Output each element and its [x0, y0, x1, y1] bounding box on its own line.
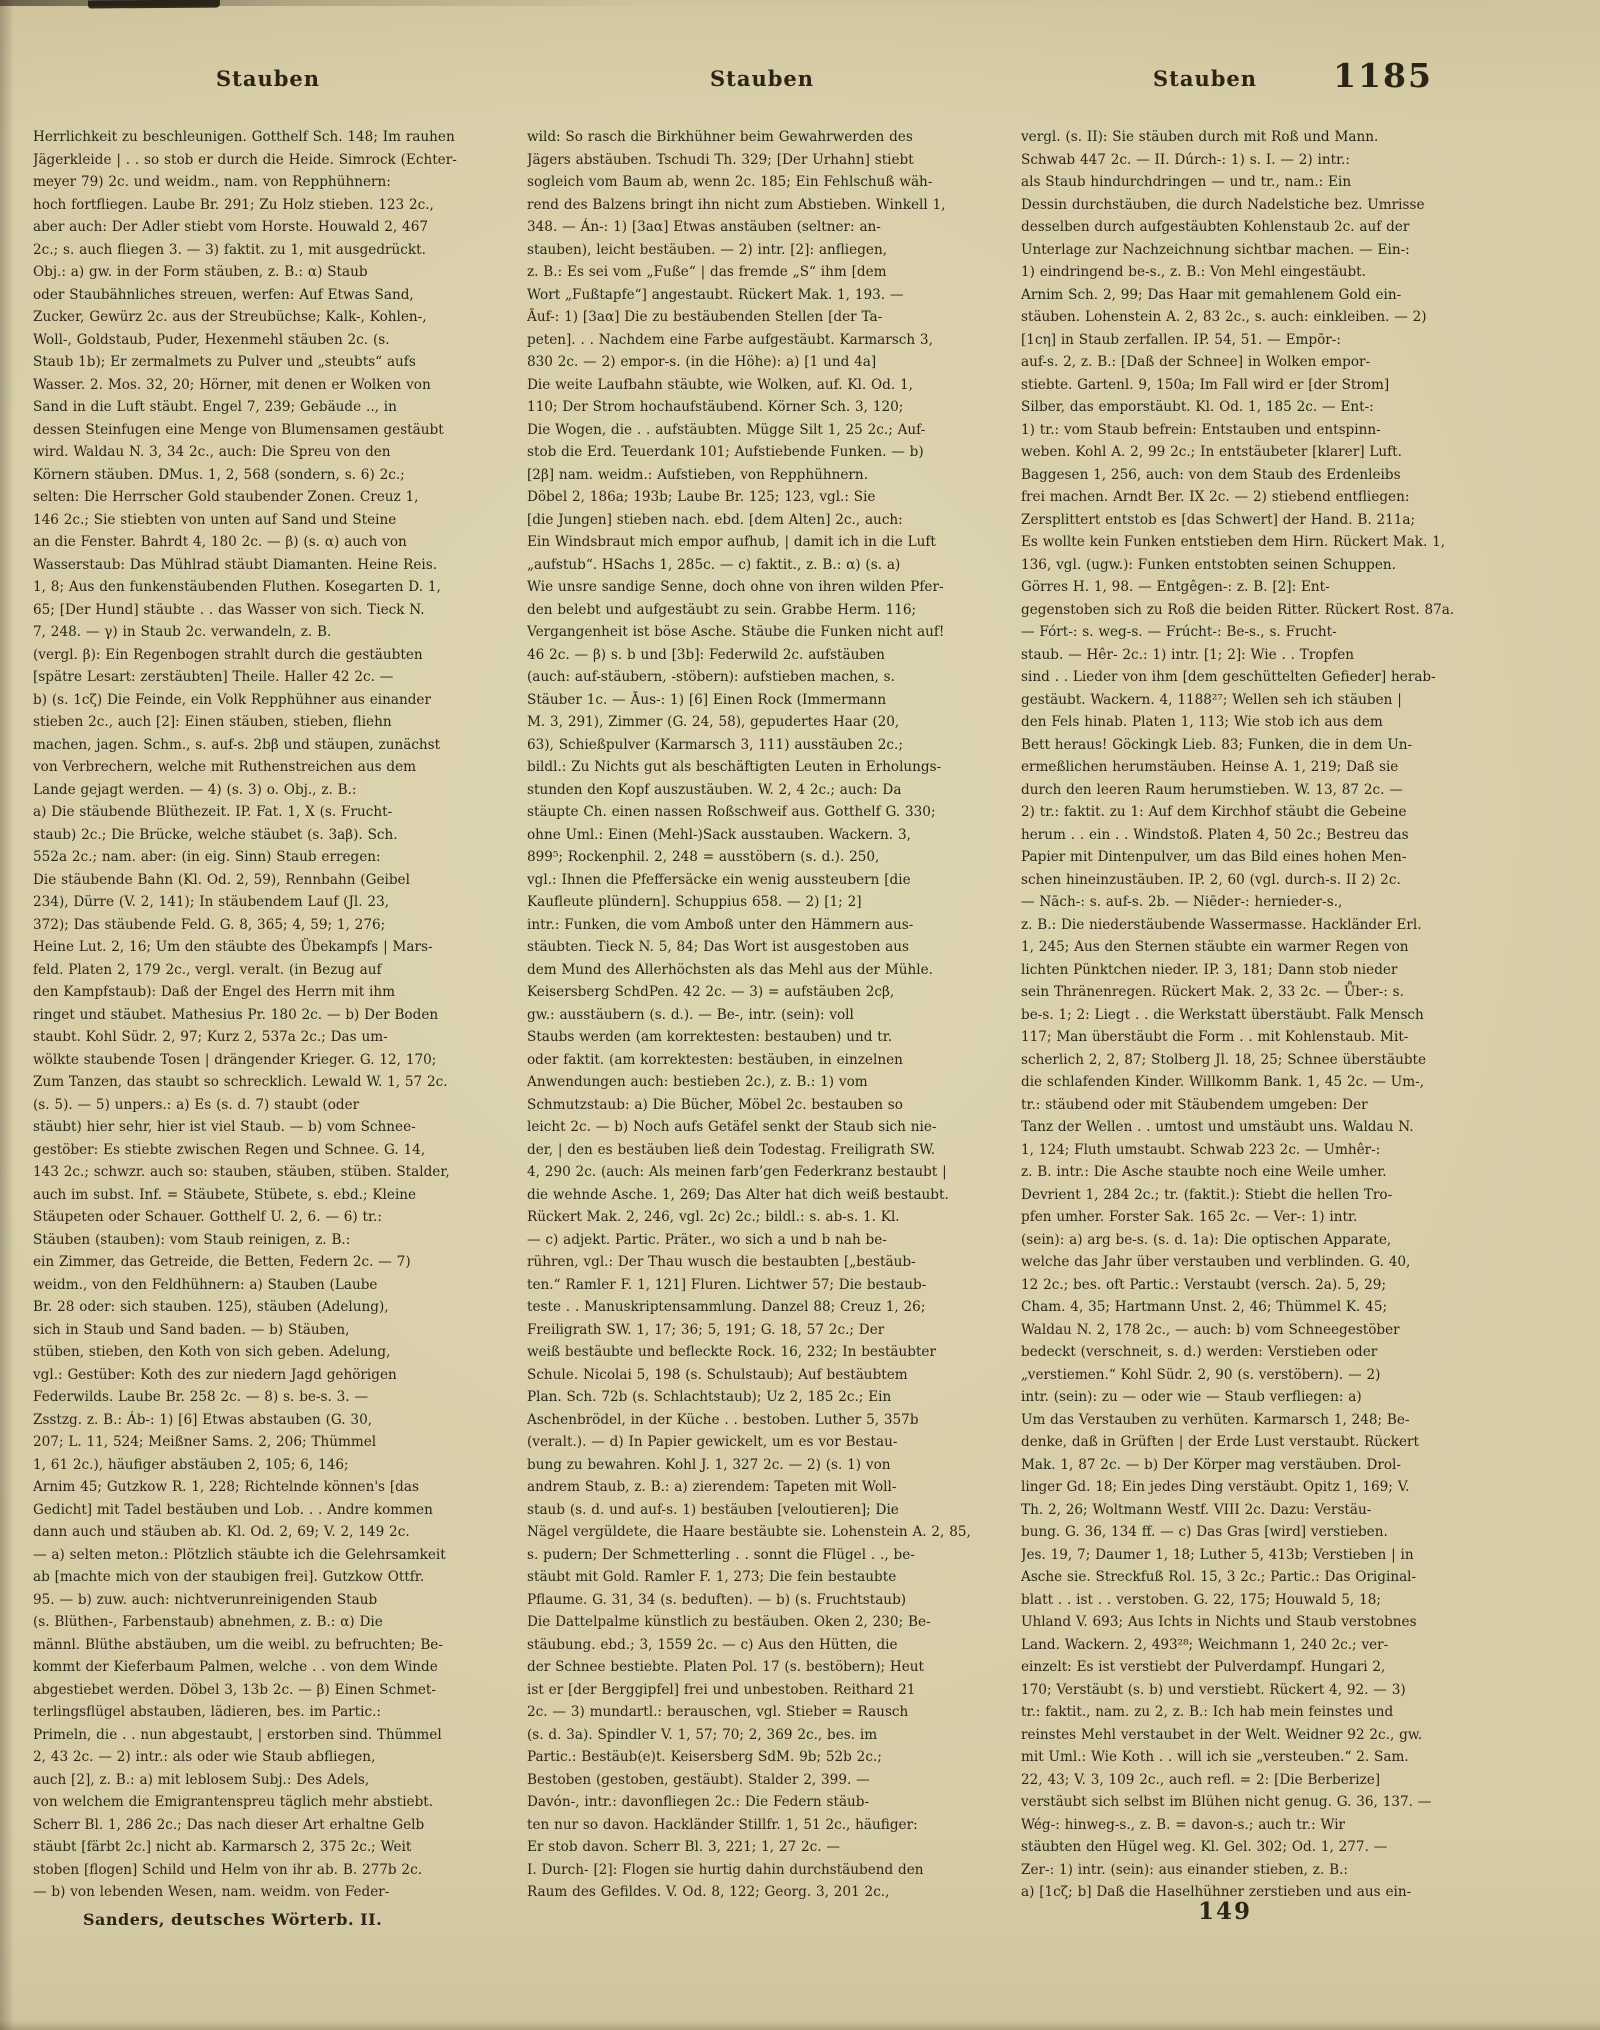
text-line: Zucker, Gewürz 2c. aus der Streubüchse; Kalk-, Kohlen-, — [33, 309, 427, 325]
text-line: Görres H. 1, 98. — Entgêgen-: z. B. [2]: Ent- — [1021, 579, 1330, 595]
text-line: bildl.: Zu Nichts gut als beschäftigten Leuten in Erholungs- — [527, 759, 942, 775]
text-line: gegenstoben sich zu Roß die beiden Ritter. Rückert Rost. 87a. — [1021, 601, 1455, 618]
text-line: stäubung. ebd.; 3, 1559 2c. — c) Aus den Hütten, die — [527, 1636, 898, 1653]
text-line: „verstiemen.“ Kohl Südr. 2, 90 (s. verstöbern). — 2) — [1021, 1366, 1381, 1383]
text-line: bedeckt (verschneit, s. d.) werden: Verstieben oder — [1021, 1344, 1378, 1360]
text-line: ermeßlichen herumstäuben. Heinse A. 1, 219; Daß sie — [1021, 759, 1399, 775]
text-line: „aufstub“. HSachs 1, 285c. — c) faktit., z. B.: α) (s. a) — [527, 556, 901, 573]
text-line: weben. Kohl A. 2, 99 2c.; In entstäubeter [klarer] Luft. — [1021, 444, 1402, 460]
text-line: (s. Blüthen-, Farbenstaub) abnehmen, z. B.: α) Die — [33, 1614, 383, 1630]
text-line: Bestoben (gestoben, gestäubt). Stalder 2, 399. — — [527, 1771, 870, 1788]
text-line: Körnern stäuben. DMus. 1, 2, 568 (sondern, s. 6) 2c.; — [33, 466, 405, 483]
text-line: auch im subst. Inf. = Stäubete, Stübete, s. ebd.; Kleine — [33, 1186, 417, 1203]
text-line: männl. Blüthe abstäuben, um die weibl. zu befruchten; Be- — [33, 1636, 443, 1653]
text-line: Jes. 19, 7; Daumer 1, 18; Luther 5, 413b; Verstieben | in — [1021, 1546, 1414, 1563]
text-line: 7, 248. — γ) in Staub 2c. verwandeln, z. B. — [33, 624, 332, 640]
text-line: z. B.: Die niederstäubende Wassermasse. Hackländer Erl. — [1021, 916, 1422, 933]
text-line: a) [1cζ; b] Daß die Haselhühner zerstieben und aus ein- — [1021, 1884, 1412, 1900]
text-line: wild: So rasch die Birkhühner beim Gewahrwerden des — [527, 129, 913, 145]
text-columns — [33, 126, 1495, 1904]
text-line: als Staub hindurchdringen — und tr., nam.: Ein — [1021, 174, 1352, 190]
text-line: 1, 245; Aus den Sternen stäubte ein warmer Regen von — [1021, 939, 1409, 955]
running-title-left: Stauben — [215, 66, 321, 91]
scan-smudge-artifact — [88, 0, 220, 8]
text-line: 234), Dürre (V. 2, 141); In stäubendem Lauf (Jl. 23, — [33, 894, 390, 910]
text-line: Uhland V. 693; Aus Ichts in Nichts und Staub verstobnes — [1021, 1614, 1417, 1630]
text-line: Die Wogen, die . . aufstäubten. Mügge Silt 1, 25 2c.; Auf- — [527, 421, 926, 438]
text-line: Davón-, intr.: davonfliegen 2c.: Die Federn stäub- — [527, 1794, 870, 1810]
text-line: Wort „Fußtapfe“] angestaubt. Rückert Mak. 1, 193. — — [527, 286, 904, 303]
text-line: 146 2c.; Sie stiebten von unten auf Sand und Steine — [33, 511, 397, 528]
text-line: Er stob davon. Scherr Bl. 3, 221; 1, 27 2c. — — [527, 1839, 841, 1855]
text-line: Obj.: a) gw. in der Form stäuben, z. B.: α) Staub — [33, 264, 368, 280]
text-line: [1cη] in Staub zerfallen. IP. 54, 51. — Empōr-: — [1021, 331, 1341, 348]
text-line: 1, 61 2c.), häufiger abstäuben 2, 105; 6, 146; — [33, 1456, 349, 1473]
text-line: Um das Verstauben zu verhüten. Karmarsch 1, 248; Be- — [1021, 1411, 1410, 1428]
text-line: Arnim Sch. 2, 99; Das Haar mit gemahlenem Gold ein- — [1021, 286, 1402, 303]
text-line: Zer-: 1) intr. (sein): aus einander stieben, z. B.: — [1021, 1861, 1348, 1878]
running-title-right: Stauben — [1152, 66, 1258, 91]
text-line: b) (s. 1cζ) Die Feinde, ein Volk Repphühner aus einander — [33, 691, 431, 708]
text-line: intr. (sein): zu — oder wie — Staub verfliegen: a) — [1021, 1389, 1362, 1405]
text-line: auch [2], z. B.: a) mit leblosem Subj.: Des Adels, — [33, 1771, 370, 1788]
text-line: [die Jungen] stieben nach. ebd. [dem Alten] 2c., auch: — [527, 511, 903, 528]
text-line: Wég-: hinweg-s., z. B. = davon-s.; auch tr.: Wir — [1021, 1816, 1346, 1833]
text-line: Baggesen 1, 256, auch: von dem Staub des Erdenleibs — [1021, 466, 1401, 483]
text-line: ten nur so davon. Hackländer Stillfr. 1, 51 2c., häufiger: — [527, 1816, 918, 1833]
text-line: gestöber: Es stiebte zwischen Regen und Schnee. G. 14, — [33, 1141, 426, 1158]
text-line: Primeln, die . . nun abgestaubt, | erstorben sind. Thümmel — [33, 1726, 442, 1743]
text-line: Stäupeten oder Schauer. Gotthelf U. 2, 6. — 6) tr.: — [33, 1209, 382, 1225]
text-line: Waldau N. 2, 178 2c., — auch: b) vom Schneegestöber — [1021, 1321, 1400, 1338]
text-line: Br. 28 oder: sich stauben. 125), stäuben (Adelung), — [33, 1299, 389, 1315]
text-line: gestäubt. Wackern. 4, 1188²⁷; Wellen seh ich stäuben | — [1021, 691, 1402, 708]
text-line: Wie unsre sandige Senne, doch ohne von ihren wilden Pfer- — [527, 579, 944, 595]
text-line: terlingsflügel abstauben, lädieren, bes. im Partic.: — [33, 1704, 381, 1720]
text-line: aber auch: Der Adler stiebt vom Horste. Houwald 2, 467 — [33, 219, 428, 235]
text-line: 372); Das stäubende Feld. G. 8, 365; 4, 59; 1, 276; — [33, 916, 386, 933]
text-line: (auch: auf-stäubern, -stöbern): aufstieben machen, s. — [527, 669, 895, 685]
text-line: Silber, das emporstäubt. Kl. Od. 1, 185 2c. — Ent-: — [1021, 399, 1374, 415]
text-line: 830 2c. — 2) empor-s. (in die Höhe): a) [1 und 4a] — [527, 354, 877, 370]
text-line: staubt. Kohl Südr. 2, 97; Kurz 2, 537a 2c.; Das um- — [33, 1029, 388, 1045]
text-line: weiß bestäubte und befleckte Rock. 16, 232; In bestäubter — [527, 1344, 936, 1360]
text-line: staub) 2c.; Die Brücke, welche stäubet (s. 3aβ). Sch. — [33, 826, 398, 843]
text-line: Gedicht] mit Tadel bestäuben und Lob. . . Andre kommen — [33, 1501, 433, 1518]
text-line: stob die Erd. Teuerdank 101; Aufstiebende Funken. — b) — [527, 444, 924, 460]
text-line: Schwab 447 2c. — II. Dúrch-: 1) s. I. — 2) intr.: — [1021, 151, 1350, 168]
text-line: Staub 1b); Er zermalmets zu Pulver und „steubts“ aufs — [33, 354, 416, 370]
text-column-1 — [33, 126, 504, 1904]
text-line: [2β] nam. weidm.: Aufstieben, von Repphühnern. — [527, 466, 869, 483]
text-line: Zum Tanzen, das staubt so schrecklich. Lewald W. 1, 57 2c. — [33, 1074, 448, 1090]
text-line: Schmutzstaub: a) Die Bücher, Möbel 2c. bestauben so — [527, 1096, 903, 1113]
text-line: 2c. — 3) mundartl.: berauschen, vgl. Stieber = Rausch — [527, 1704, 909, 1720]
text-line: Die stäubende Bahn (Kl. Od. 2, 59), Rennbahn (Geibel — [33, 871, 410, 888]
text-line: rühren, vgl.: Der Thau wusch die bestaubten [„bestäub- — [527, 1254, 916, 1270]
text-line: ist er [der Berggipfel] frei und unbestoben. Reithard 21 — [527, 1681, 916, 1698]
text-line: stäupte Ch. einen nassen Roßschweif aus. Gotthelf G. 330; — [527, 804, 936, 820]
text-line: Die Dattelpalme künstlich zu bestäuben. Oken 2, 230; Be- — [527, 1614, 931, 1630]
text-line: Herrlichkeit zu beschleunigen. Gotthelf Sch. 148; Im rauhen — [33, 129, 455, 145]
text-line: Kaufleute plündern]. Schuppius 658. — 2) [1; 2] — [527, 894, 862, 910]
text-line: Nägel vergüldete, die Haare bestäubte sie. Lohenstein A. 2, 85, — [527, 1524, 971, 1540]
text-line: reinstes Mehl verstaubet in der Welt. Weidner 92 2c., gw. — [1021, 1726, 1423, 1743]
text-line: Devrient 1, 284 2c.; tr. (faktit.): Stiebt die hellen Tro- — [1021, 1186, 1393, 1203]
text-line: Woll-, Goldstaub, Puder, Hexenmehl stäuben 2c. (s. — [33, 331, 390, 348]
text-line: oder Staubähnliches streuen, werfen: Auf Etwas Sand, — [33, 286, 414, 303]
text-line: 143 2c.; schwzr. auch so: stauben, stäuben, stüben. Stalder, — [33, 1164, 450, 1180]
text-line: 4, 290 2c. (auch: Als meinen farb’gen Federkranz bestaubt | — [527, 1164, 947, 1180]
text-line: Sand in die Luft stäubt. Engel 7, 239; Gebäude .., in — [33, 399, 397, 415]
text-line: stunden den Kopf auszustäuben. W. 2, 4 2c.; auch: Da — [527, 781, 902, 798]
text-line: 65; [Der Hund] stäubte . . das Wasser von sich. Tieck N. — [33, 601, 425, 618]
text-line: Partic.: Bestäub(e)t. Keisersberg SdM. 9b; 52b 2c.; — [527, 1749, 882, 1765]
text-line: den belebt und aufgestäubt zu sein. Grabbe Herm. 116; — [527, 601, 917, 618]
text-line: der Schnee bestiebte. Platen Pol. 17 (s. bestöbern); Heut — [527, 1659, 925, 1675]
text-line: Schule. Nicolai 5, 198 (s. Schulstaub); Auf bestäubtem — [527, 1366, 908, 1383]
text-line: Staubs werden (am korrektesten: bestauben) und tr. — [527, 1029, 893, 1045]
text-line: 170; Verstäubt (s. b) und verstiebt. Rückert 4, 92. — 3) — [1021, 1681, 1406, 1698]
text-line: Asche sie. Streckfuß Rol. 15, 3 2c.; Partic.: Das Original- — [1021, 1569, 1417, 1585]
printer-signature: Sanders, deutsches Wörterb. II. — [83, 1910, 383, 1929]
text-line: stauben), leicht bestäuben. — 2) intr. [2]: anfliegen, — [527, 241, 888, 258]
text-line: Jägerkleide | . . so stob er durch die Heide. Simrock (Echter- — [33, 151, 457, 168]
text-line: 1, 124; Fluth umstaubt. Schwab 223 2c. — Umhêr-: — [1021, 1141, 1381, 1158]
text-line: Mak. 1, 87 2c. — b) Der Körper mag verstäuben. Drol- — [1021, 1456, 1401, 1473]
text-line: Döbel 2, 186a; 193b; Laube Br. 125; 123, vgl.: Sie — [527, 489, 876, 505]
text-line: s. pudern; Der Schmetterling . . sonnt die Flügel . ., be- — [527, 1546, 915, 1563]
scan-edge-top — [0, 0, 1600, 6]
text-line: Lande gejagt werden. — 4) (s. 3) o. Obj., z. B.: — [33, 781, 357, 798]
text-line: weidm., von den Feldhühnern: a) Stauben (Laube — [33, 1276, 378, 1293]
text-line: — c) adjekt. Partic. Präter., wo sich a und b nah be- — [527, 1231, 887, 1248]
text-line: sich in Staub und Sand baden. — b) Stäuben, — [33, 1321, 350, 1338]
text-line: Land. Wackern. 2, 493²⁸; Weichmann 1, 240 2c.; ver- — [1021, 1636, 1389, 1653]
text-line: Zsstzg. z. B.: Áb-: 1) [6] Etwas abstauben (G. 30, — [33, 1411, 373, 1428]
text-line: (s. 5). — 5) unpers.: a) Es (s. d. 7) staubt (oder — [33, 1096, 360, 1113]
text-line: ab [machte mich von der staubigen frei]. Gutzkow Ottfr. — [33, 1569, 425, 1585]
text-line: tr.: faktit., nam. zu 2, z. B.: Ich hab mein feinstes und — [1021, 1704, 1394, 1720]
text-line: an die Fenster. Bahrdt 4, 180 2c. — β) (s. α) auch von — [33, 534, 407, 550]
text-line: vgl.: Ihnen die Pfeffersäcke ein wenig aussteubern [die — [527, 871, 911, 888]
text-line: pfen umher. Forster Sak. 165 2c. — Ver-: 1) intr. — [1021, 1209, 1358, 1225]
text-line: einzelt: Es ist verstiebt der Pulverdampf. Hungari 2, — [1021, 1659, 1386, 1675]
text-line: stieben 2c., auch [2]: Einen stäuben, stieben, fliehn — [33, 714, 392, 730]
text-line: a) Die stäubende Blüthezeit. IP. Fat. 1, X (s. Frucht- — [33, 804, 393, 820]
text-line: 1) tr.: vom Staub befrein: Entstauben und entspinn- — [1021, 421, 1381, 438]
text-line: Freiligrath SW. 1, 17; 36; 5, 191; G. 18, 57 2c.; Der — [527, 1321, 885, 1338]
text-line: stüben, stieben, den Koth von sich geben. Adelung, — [33, 1344, 391, 1360]
text-line: frei machen. Arndt Ber. IX 2c. — 2) stiebend entfliegen: — [1021, 489, 1410, 505]
text-line: bung zu bewahren. Kohl J. 1, 327 2c. — 2) (s. 1) von — [527, 1456, 891, 1473]
text-line: verstäubt sich selbst im Blühen nicht genug. G. 36, 137. — — [1021, 1794, 1432, 1810]
text-line: linger Gd. 18; Ein jedes Ding verstäubt. Opitz 1, 169; V. — [1021, 1479, 1410, 1495]
text-line: den Kampfstaub): Daß der Engel des Herrn mit ihm — [33, 984, 396, 1000]
sheet-signature-number: 149 — [1197, 1898, 1253, 1925]
text-column-2 — [527, 126, 998, 1904]
text-line: vgl.: Gestüber: Koth des zur niedern Jagd gehörigen — [33, 1366, 397, 1383]
text-line: peten]. . . Nachdem eine Farbe aufgestäubt. Karmarsch 3, — [527, 331, 933, 348]
text-line: Unterlage zur Nachzeichnung sichtbar machen. — Ein-: — [1021, 241, 1410, 258]
text-line: Cham. 4, 35; Hartmann Unst. 2, 46; Thümmel K. 45; — [1021, 1299, 1388, 1315]
text-column-3 — [1021, 126, 1492, 1904]
text-line: — b) von lebenden Wesen, nam. weidm. von Feder- — [33, 1884, 390, 1900]
text-line: stäuben. Lohenstein A. 2, 83 2c., s. auch: einkleiben. — 2) — [1021, 309, 1427, 325]
text-line: Scherr Bl. 1, 286 2c.; Das nach dieser Art erhaltne Gelb — [33, 1816, 425, 1833]
text-line: Papier mit Dintenpulver, um das Bild eines hohen Men- — [1021, 849, 1407, 865]
text-line: ringet und stäubet. Mathesius Pr. 180 2c. — b) Der Boden — [33, 1006, 439, 1023]
text-line: (veralt.). — d) In Papier gewickelt, um es vor Bestau- — [527, 1434, 898, 1450]
text-line: ohne Uml.: Einen (Mehl-)Sack ausstauben. Wackern. 3, — [527, 826, 911, 843]
text-line: kommt der Kieferbaum Palmen, welche . . von dem Winde — [33, 1659, 438, 1675]
text-line: stäubt [färbt 2c.] nicht ab. Karmarsch 2, 375 2c.; Weit — [33, 1839, 412, 1855]
text-line: 1, 8; Aus den funkenstäubenden Fluthen. Kosegarten D. 1, — [33, 579, 441, 595]
text-line: Raum des Gefildes. V. Od. 8, 122; Georg. 3, 201 2c., — [527, 1884, 890, 1900]
text-line: auf-s. 2, z. B.: [Daß der Schnee] in Wolken empor- — [1021, 354, 1371, 370]
text-line: intr.: Funken, die vom Amboß unter den Hämmern aus- — [527, 916, 914, 933]
text-line: Th. 2, 26; Woltmann Westf. VIII 2c. Dazu: Verstäu- — [1021, 1501, 1372, 1518]
scan-edge-left — [0, 0, 14, 2030]
text-line: Rückert Mak. 2, 246, vgl. 2c) 2c.; bildl.: s. ab-s. 1. Kl. — [527, 1209, 900, 1225]
text-line: Arnim 45; Gutzkow R. 1, 228; Richtelnde können's [das — [33, 1479, 419, 1495]
text-line: von Verbrechern, welche mit Ruthenstreichen aus dem — [33, 759, 417, 775]
text-line: Heine Lut. 2, 16; Um den stäubte des Übekampfs | Mars- — [33, 939, 433, 955]
text-line: Keisersberg SchdPen. 42 2c. — 3) = aufstäuben 2cβ, — [527, 984, 895, 1000]
text-line: vergl. (s. II): Sie stäuben durch mit Roß und Mann. — [1021, 129, 1379, 145]
text-line: z. B. intr.: Die Asche staubte noch eine Weile umher. — [1021, 1164, 1387, 1180]
text-line: denke, daß in Grüften | der Erde Lust verstaubt. Rückert — [1021, 1434, 1419, 1450]
text-line: welche das Jahr über verstauben und verblinden. G. 40, — [1021, 1254, 1411, 1270]
text-line: 899⁵; Rockenphil. 2, 248 = ausstöbern (s. d.). 250, — [527, 849, 880, 865]
text-line: — a) selten meton.: Plötzlich stäubte ich die Gelehrsamkeit — [33, 1546, 446, 1563]
text-line: 117; Man überstäubt die Form . . mit Kohlenstaub. Mit- — [1021, 1029, 1409, 1045]
text-line: Federwilds. Laube Br. 258 2c. — 8) s. be-s. 3. — — [33, 1389, 369, 1405]
text-line: hoch fortfliegen. Laube Br. 291; Zu Holz stieben. 123 2c., — [33, 196, 434, 213]
text-line: selten: Die Herrscher Gold staubender Zonen. Creuz 1, — [33, 489, 419, 505]
text-line: durch den leeren Raum herumstieben. W. 13, 87 2c. — — [1021, 781, 1403, 798]
text-line: herum . . ein . . Windstoß. Platen 4, 50 2c.; Bestreu das — [1021, 826, 1409, 843]
text-line: andrem Staub, z. B.: a) zierendem: Tapeten mit Woll- — [527, 1479, 897, 1495]
page-number: 1185 — [1333, 56, 1433, 95]
text-line: mit Uml.: Wie Koth . . will ich sie „versteuben.“ 2. Sam. — [1021, 1749, 1409, 1765]
text-line: Wasser. 2. Mos. 32, 20; Hörner, mit denen er Wolken von — [33, 376, 431, 393]
text-line: stiebte. Gartenl. 9, 150a; Im Fall wird er [der Strom] — [1021, 376, 1390, 393]
text-line: 2c.; s. auch fliegen 3. — 3) faktit. zu 1, mit ausgedrückt. — [33, 241, 426, 258]
text-line: sogleich vom Baum ab, wenn 2c. 185; Ein Fehlschuß wäh- — [527, 174, 933, 190]
text-line: (sein): a) arg be-s. (s. d. 1a): Die optischen Apparate, — [1021, 1231, 1392, 1248]
text-line: (s. d. 3a). Spindler V. 1, 57; 70; 2, 369 2c., bes. im — [527, 1726, 878, 1743]
text-line: Tanz der Wellen . . umtost und umstäubt uns. Waldau N. — [1021, 1119, 1414, 1135]
text-line: [spätre Lesart: zerstäubten] Theile. Haller 42 2c. — — [33, 669, 394, 685]
text-line: stoben [flogen] Schild und Helm von ihr ab. B. 277b 2c. — [33, 1861, 423, 1878]
text-line: ein Zimmer, das Getreide, die Betten, Federn 2c. — 7) — [33, 1254, 411, 1270]
text-line: 22, 43; V. 3, 109 2c., auch refl. = 2: [Die Berberize] — [1021, 1771, 1381, 1788]
text-line: dessen Steinfugen eine Menge von Blumensamen gestäubt — [33, 421, 444, 438]
text-line: stäubten den Hügel weg. Kl. Gel. 302; Od. 1, 277. — — [1021, 1839, 1388, 1855]
text-line: — Nāch-: s. auf-s. 2b. — Niēder-: hernieder-s., — [1021, 894, 1343, 910]
text-line: blatt . . ist . . verstoben. G. 22, 175; Houwald 5, 18; — [1021, 1591, 1381, 1608]
text-line: ten.“ Ramler F. 1, 121] Fluren. Lichtwer 57; Die bestaub- — [527, 1276, 927, 1293]
running-title-center: Stauben — [709, 66, 815, 91]
text-line: tr.: stäubend oder mit Stäubendem umgeben: Der — [1021, 1096, 1368, 1113]
text-line: Vergangenheit ist böse Asche. Stäube die Funken nicht auf! — [527, 624, 945, 640]
text-line: Aschenbrödel, in der Küche . . bestoben. Luther 5, 357b — [527, 1411, 919, 1428]
text-line: Stäuber 1c. — Āus-: 1) [6] Einen Rock (Immermann — [527, 691, 887, 708]
text-line: 207; L. 11, 524; Meißner Sams. 2, 206; Thümmel — [33, 1434, 377, 1450]
text-line: stäubt mit Gold. Ramler F. 1, 273; Die fein bestaubte — [527, 1569, 897, 1585]
text-line: teste . . Manuskriptensammlung. Danzel 88; Creuz 1, 26; — [527, 1299, 926, 1315]
text-line: be-s. 1; 2: Liegt . . die Werkstatt überstäubt. Falk Mensch — [1021, 1006, 1424, 1023]
text-line: 1) eindringend be-s., z. B.: Von Mehl eingestäubt. — [1021, 264, 1366, 280]
text-line: abgestiebet werden. Döbel 3, 13b 2c. — β) Einen Schmet- — [33, 1681, 436, 1698]
scan-edge-bottom — [0, 2020, 1600, 2030]
text-line: Āuf-: 1) [3aα] Die zu bestäubenden Stellen [der Ta- — [527, 309, 883, 325]
text-line: Ein Windsbraut mich empor aufhub, | damit ich in die Luft — [527, 534, 936, 550]
text-line: sein Thränenregen. Rückert Mak. 2, 33 2c. — Ǖber-: s. — [1021, 984, 1404, 1000]
text-line: desselben durch aufgestäubten Kohlenstaub 2c. auf der — [1021, 219, 1410, 235]
text-line: z. B.: Es sei vom „Fuße“ | das fremde „S“ ihm [dem — [527, 264, 887, 280]
text-line: dann auch und stäuben ab. Kl. Od. 2, 69; V. 2, 149 2c. — [33, 1524, 410, 1540]
text-line: (vergl. β): Ein Regenbogen strahlt durch die gestäubten — [33, 646, 423, 663]
text-line: staub. — Hêr- 2c.: 1) intr. [1; 2]: Wie . . Tropfen — [1021, 646, 1355, 663]
text-line: 2, 43 2c. — 2) intr.: als oder wie Staub abfliegen, — [33, 1749, 376, 1765]
text-line: wird. Waldau N. 3, 34 2c., auch: Die Spreu von den — [33, 444, 391, 460]
text-line: Bett heraus! Göckingk Lieb. 83; Funken, die in dem Un- — [1021, 736, 1413, 753]
text-line: stäubt) hier sehr, hier ist viel Staub. — b) vom Schnee- — [33, 1119, 416, 1135]
text-line: Pflaume. G. 31, 34 (s. beduften). — b) (s. Fruchtstaub) — [527, 1591, 907, 1608]
text-line: rend des Balzens bringt ihn nicht zum Abstieben. Winkell 1, — [527, 196, 946, 213]
text-line: 46 2c. — β) s. b und [3b]: Federwild 2c. aufstäuben — [527, 646, 885, 663]
text-line: die wehnde Asche. 1, 269; Das Alter hat dich weiß bestaubt. — [527, 1186, 949, 1203]
text-line: den Fels hinab. Platen 1, 113; Wie stob ich aus dem — [1021, 714, 1383, 730]
text-line: 95. — b) zuw. auch: nichtverunreinigenden Staub — [33, 1591, 378, 1608]
text-line: bung. G. 36, 134 ff. — c) Das Gras [wird] verstieben. — [1021, 1524, 1388, 1540]
text-line: staub (s. d. und auf-s. 1) bestäuben [veloutieren]; Die — [527, 1501, 899, 1518]
text-line: — Fórt-: s. weg-s. — Frúcht-: Be-s., s. Frucht- — [1021, 624, 1337, 640]
text-line: lichten Pünktchen nieder. IP. 3, 181; Dann stob nieder — [1021, 961, 1398, 978]
text-line: I. Durch- [2]: Flogen sie hurtig dahin durchstäubend den — [527, 1861, 924, 1878]
text-line: dem Mund des Allerhöchsten als das Mehl aus der Mühle. — [527, 961, 933, 978]
text-line: oder faktit. (am korrektesten: bestäuben, in einzelnen — [527, 1051, 903, 1068]
text-line: Die weite Laufbahn stäubte, wie Wolken, auf. Kl. Od. 1, — [527, 376, 913, 393]
text-line: der, | den es bestäuben ließ dein Todestag. Freiligrath SW. — [527, 1141, 936, 1158]
text-line: Zersplittert entstob es [das Schwert] der Hand. B. 211a; — [1021, 511, 1416, 528]
text-line: 2) tr.: faktit. zu 1: Auf dem Kirchhof stäubt die Gebeine — [1021, 804, 1407, 820]
text-line: Jägers abstäuben. Tschudi Th. 329; [Der Urhahn] stiebt — [527, 151, 914, 168]
text-line: M. 3, 291), Zimmer (G. 24, 58), gepudertes Haar (20, — [527, 714, 900, 730]
text-line: feld. Platen 2, 179 2c., vergl. veralt. (in Bezug auf — [33, 961, 382, 978]
text-line: Anwendungen auch: bestieben 2c.), z. B.: 1) vom — [527, 1074, 868, 1090]
text-line: 110; Der Strom hochaufstäubend. Körner Sch. 3, 120; — [527, 399, 904, 415]
text-line: wölkte staubende Tosen | drängender Krieger. G. 12, 170; — [33, 1051, 437, 1068]
text-line: Stäuben (stauben): vom Staub reinigen, z. B.: — [33, 1231, 351, 1248]
text-line: Plan. Sch. 72b (s. Schlachtstaub); Uz 2, 185 2c.; Ein — [527, 1389, 892, 1405]
text-line: von welchem die Emigrantenspreu täglich mehr abstiebt. — [33, 1794, 434, 1810]
text-line: schen hineinzustäuben. IP. 2, 60 (vgl. durch-s. II 2) 2c. — [1021, 871, 1401, 888]
text-line: meyer 79) 2c. und weidm., nam. von Repphühnern: — [33, 174, 391, 190]
text-line: die schlafenden Kinder. Willkomm Bank. 1, 45 2c. — Um-, — [1021, 1074, 1425, 1090]
text-line: 552a 2c.; nam. aber: (in eig. Sinn) Staub erregen: — [33, 849, 381, 865]
text-line: scherlich 2, 2, 87; Stolberg Jl. 18, 25; Schnee überstäubte — [1021, 1051, 1427, 1068]
text-line: machen, jagen. Schm., s. auf-s. 2bβ und stäupen, zunächst — [33, 736, 441, 753]
text-line: 63), Schießpulver (Karmarsch 3, 111) ausstäuben 2c.; — [527, 736, 903, 753]
text-line: 136, vgl. (ugw.): Funken entstobten seinen Schuppen. — [1021, 556, 1396, 573]
text-line: 12 2c.; bes. oft Partic.: Verstaubt (versch. 2a). 5, 29; — [1021, 1276, 1387, 1293]
text-line: leicht 2c. — b) Noch aufs Getäfel senkt der Staub sich nie- — [527, 1119, 937, 1135]
text-line: Dessin durchstäuben, die durch Nadelstiche bez. Umrisse — [1021, 196, 1425, 213]
text-line: 348. — Án-: 1) [3aα] Etwas anstäuben (seltner: an- — [527, 219, 881, 235]
text-line: Es wollte kein Funken entstieben dem Hirn. Rückert Mak. 1, — [1021, 534, 1446, 550]
text-line: Wasserstaub: Das Mühlrad stäubt Diamanten. Heine Reis. — [33, 556, 438, 573]
text-line: gw.: ausstäubern (s. d.). — Be-, intr. (sein): voll — [527, 1006, 854, 1023]
text-line: stäubten. Tieck N. 5, 84; Das Wort ist ausgestoben aus — [527, 939, 909, 955]
text-line: sind . . Lieder von ihm [dem geschüttelten Gefieder] herab- — [1021, 669, 1436, 685]
